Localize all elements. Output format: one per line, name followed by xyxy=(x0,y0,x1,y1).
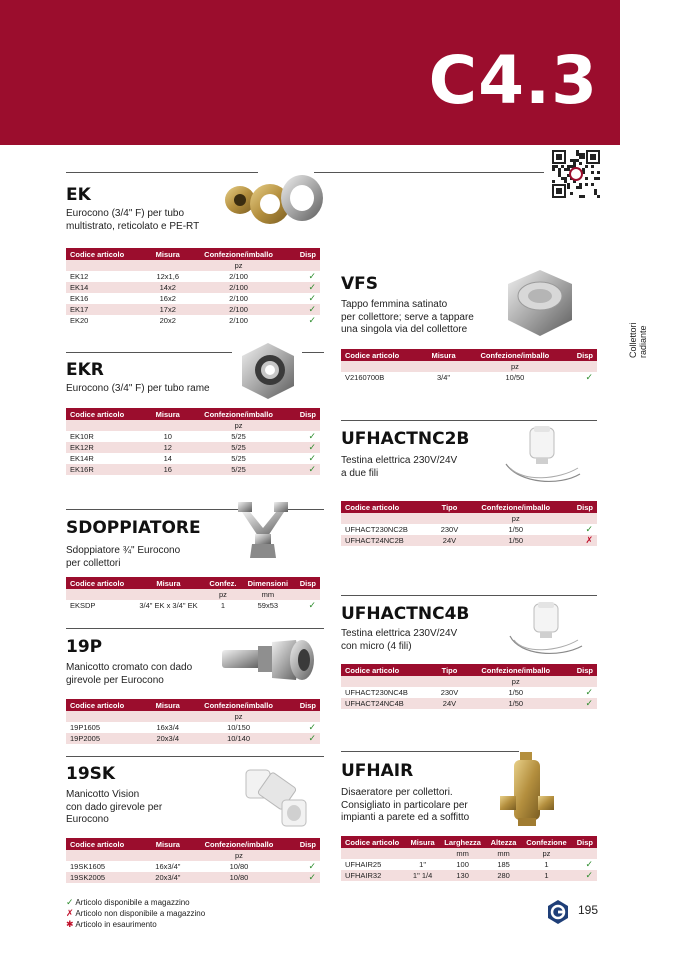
section-desc-ekr: Eurocono (3/4" F) per tubo rame xyxy=(66,383,210,394)
section-divider xyxy=(66,756,324,757)
section-title-vfs: VFS xyxy=(341,274,379,294)
table-row: 19SK1605 16x3/4" 10/80 ✓ xyxy=(66,861,320,872)
section-desc-19sk: Manicotto Vision con dado girevole per Eurocono xyxy=(66,789,163,825)
table-row: 19SK2005 20x3/4" 10/80 ✓ xyxy=(66,872,320,883)
table-row: EKSDP 3/4" EK x 3/4" EK 1 59x53 ✓ xyxy=(66,600,320,611)
product-table-ufhactnc4b: Codice articolo Tipo Confezione/imballo Disp pz UFHACT230NC4B 230V 1/50 ✓ UFHACT24NC4B 24V 1/50 ✓ xyxy=(341,664,597,709)
table-row: EK12R 12 5/25 ✓ xyxy=(66,442,320,453)
eurocono-fitting-icon xyxy=(222,162,324,238)
table-row: UFHACT230NC2B 230V 1/50 ✓ xyxy=(341,524,597,535)
table-row: EK20 20x2 2/100 ✓ xyxy=(66,315,320,326)
section-title-ufhactnc4b: UFHACTNC4B xyxy=(341,604,470,624)
table-row: EK17 17x2 2/100 ✓ xyxy=(66,304,320,315)
brand-logo-icon xyxy=(544,898,572,926)
table-row: UFHAIR32 1" 1/4 130 280 1 ✓ xyxy=(341,870,597,881)
chrome-coupling-icon xyxy=(218,636,318,684)
product-table-19sk: Codice articolo Misura Confezione/imballo Disp pz 19SK1605 16x3/4" 10/80 ✓ 19SK2005 20x3/4" 10/80 ✓ xyxy=(66,838,320,883)
asterisk-icon: ✱ xyxy=(66,919,74,929)
section-title-19p: 19P xyxy=(66,637,103,657)
section-desc-ufhactnc2b: Testina elettrica 230V/24V a due fili xyxy=(341,455,458,479)
table-row: EK10R 10 5/25 ✓ xyxy=(66,431,320,442)
table-row: EK14R 14 5/25 ✓ xyxy=(66,453,320,464)
section-desc-19p: Manicotto cromato con dado girevole per Eurocono xyxy=(66,662,193,686)
table-row: UFHACT230NC4B 230V 1/50 ✓ xyxy=(341,687,597,698)
product-table-ufhair: Codice articolo Misura Larghezza Altezza Confezione Disp mm mm pz UFHAIR25 1" 100 185 1 ✓ UFHAIR32 1" 1/4 130 280 1 ✓ xyxy=(341,836,597,881)
section-desc-ek: Eurocono (3/4" F) per tubo multistrato, reticolato e PE-RT xyxy=(66,208,200,232)
table-row: V2160700B 3/4" 10/50 ✓ xyxy=(341,372,597,383)
thermal-actuator-micro-icon xyxy=(506,600,586,658)
table-row: EK12 12x1,6 2/100 ✓ xyxy=(66,271,320,282)
section-title-ekr: EKR xyxy=(66,360,104,380)
section-title-ek: EK xyxy=(66,185,91,205)
table-row: UFHAIR25 1" 100 185 1 ✓ xyxy=(341,859,597,870)
section-title-19sk: 19SK xyxy=(66,764,116,784)
section-desc-sdoppiatore: Sdoppiatore ¾" Eurocono per collettori xyxy=(66,545,181,569)
table-row: UFHACT24NC2B 24V 1/50 ✗ xyxy=(341,535,597,546)
section-title-ufhair: UFHAIR xyxy=(341,761,414,781)
vision-coupling-icon xyxy=(242,764,314,832)
section-divider xyxy=(341,420,597,421)
copper-eurocono-icon xyxy=(236,340,300,402)
product-table-ufhactnc2b: Codice articolo Tipo Confezione/imballo Disp pz UFHACT230NC2B 230V 1/50 ✓ UFHACT24NC2B 24V 1/50 ✗ xyxy=(341,501,597,546)
section-divider xyxy=(66,628,324,629)
product-table-sdoppiatore: Codice articolo Misura Confez. Dimensioni Disp pz mm EKSDP 3/4" EK x 3/4" EK 1 59x53 ✓ xyxy=(66,577,320,611)
product-table-vfs: Codice articolo Misura Confezione/imballo Disp pz V2160700B 3/4" 10/50 ✓ xyxy=(341,349,597,383)
y-splitter-icon xyxy=(232,500,294,562)
section-title-sdoppiatore: SDOPPIATORE xyxy=(66,518,201,538)
product-table-19p: Codice articolo Misura Confezione/imballo Disp pz 19P1605 16x3/4 10/150 ✓ 19P2005 20x3/4 10/140 ✓ xyxy=(66,699,320,744)
table-row: 19P2005 20x3/4 10/140 ✓ xyxy=(66,733,320,744)
table-row: EK16 16x2 2/100 ✓ xyxy=(66,293,320,304)
table-row: EK16R 16 5/25 ✓ xyxy=(66,464,320,475)
section-desc-ufhair: Disaeratore per collettori. Consigliato in particolare per impianti a parete ed a soffitto xyxy=(341,787,470,823)
table-row: 19P1605 16x3/4 10/150 ✓ xyxy=(66,722,320,733)
page-number: 195 xyxy=(578,903,599,917)
table-row: UFHACT24NC4B 24V 1/50 ✓ xyxy=(341,698,597,709)
section-desc-vfs: Tappo femmina satinato per collettore; serve a tappare una singola via del collettore xyxy=(341,299,474,335)
section-divider xyxy=(66,352,232,353)
check-icon: ✓ xyxy=(66,897,74,907)
section-divider xyxy=(66,509,238,510)
qr-code-icon[interactable] xyxy=(552,150,600,198)
product-table-ek: Codice articolo Misura Confezione/imballo Disp pz EK12 12x1,6 2/100 ✓ EK14 14x2 2/100 ✓ EK16 16x2 2/100 ✓ EK17 17x2 2/100 ✓ EK20 20x2 2/100 ✓ xyxy=(66,248,320,326)
product-table-ekr: Codice articolo Misura Confezione/imballo Disp pz EK10R 10 5/25 ✓ EK12R 12 5/25 ✓ EK14R 14 5/25 ✓ EK16R 16 5/25 ✓ xyxy=(66,408,320,475)
cross-icon: ✗ xyxy=(66,908,74,918)
section-title-ufhactnc2b: UFHACTNC2B xyxy=(341,429,470,449)
chapter-code: C4.3 xyxy=(428,42,598,119)
section-divider xyxy=(302,352,324,353)
air-separator-icon xyxy=(496,750,558,828)
side-category-label: Collettori radiante xyxy=(628,322,648,358)
thermal-actuator-icon xyxy=(500,424,586,486)
header-banner xyxy=(0,0,620,145)
satin-cap-icon xyxy=(502,268,578,338)
section-divider xyxy=(314,172,544,173)
table-row: EK14 14x2 2/100 ✓ xyxy=(66,282,320,293)
section-divider xyxy=(341,595,597,596)
availability-legend: ✓ Articolo disponibile a magazzino ✗ Articolo non disponibile a magazzino ✱ Articolo in esaurimento xyxy=(66,897,206,929)
section-desc-ufhactnc4b: Testina elettrica 230V/24V con micro (4 fili) xyxy=(341,628,458,652)
section-divider xyxy=(341,751,519,752)
